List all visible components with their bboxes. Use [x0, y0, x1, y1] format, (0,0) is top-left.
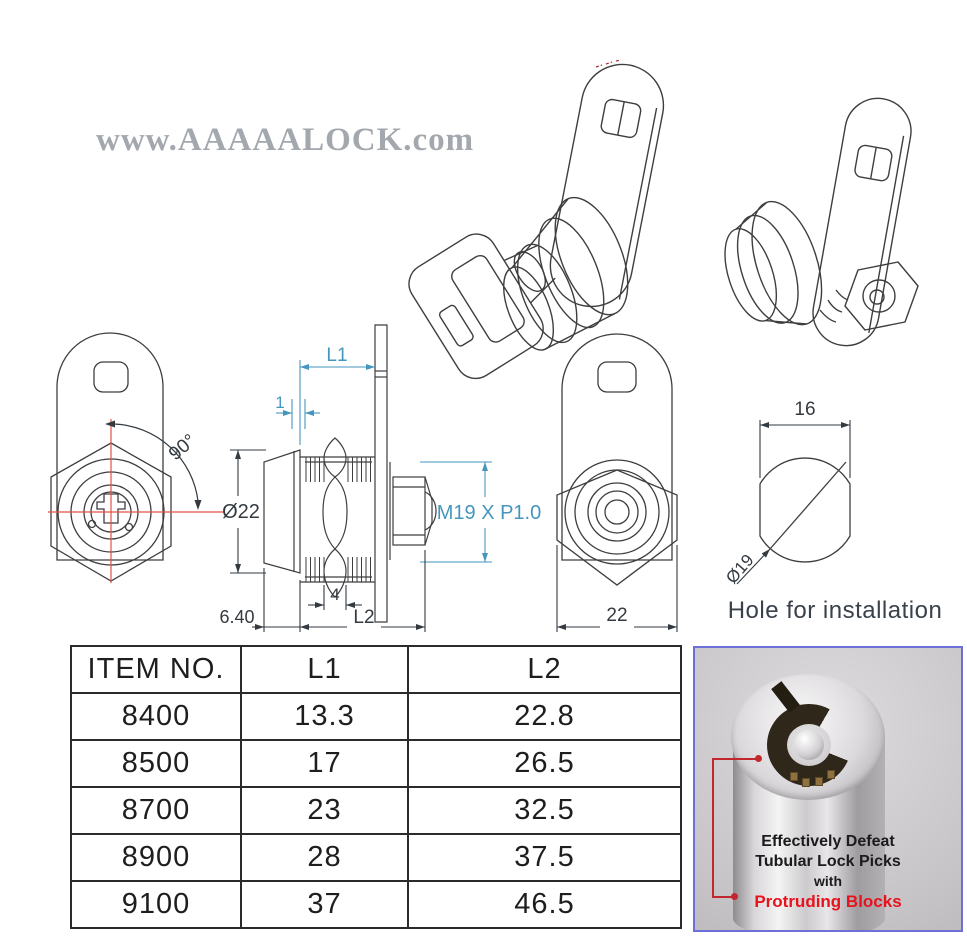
table-header-row	[71, 646, 681, 693]
cell-l2: 32.5	[408, 787, 681, 834]
dim-L2	[300, 550, 425, 632]
keyway-pin	[815, 777, 823, 786]
table-row	[71, 740, 681, 787]
dim-22	[557, 545, 677, 632]
cell-l2: 37.5	[408, 834, 681, 881]
section-view	[264, 325, 436, 622]
caption-line: with	[814, 872, 842, 889]
cell-item: 8400	[71, 693, 241, 740]
red-tick	[596, 60, 621, 67]
keyway-notch-right	[126, 524, 133, 531]
dim-1	[275, 393, 320, 429]
caption-line: Tubular Lock Picks	[755, 853, 901, 871]
mounting-plate	[375, 325, 387, 622]
back-view	[557, 334, 677, 585]
L1-label: L1	[326, 345, 348, 366]
rotation-dimension	[105, 421, 202, 511]
arc-arrow-end	[195, 500, 202, 510]
dia22-label: Ø22	[222, 501, 260, 523]
thread-hatching	[306, 457, 371, 582]
center-pin	[794, 730, 824, 760]
key-head-notch	[438, 304, 474, 347]
cell-l2: 46.5	[408, 881, 681, 928]
dim-640	[219, 568, 300, 632]
iso-body-rear	[710, 193, 835, 343]
table-row	[71, 881, 681, 928]
hex-nut-back	[557, 470, 677, 585]
col-header-l2: L2	[408, 646, 681, 693]
width22-label: 22	[606, 605, 628, 626]
key-head	[401, 227, 550, 386]
cam-outline-back	[562, 334, 672, 560]
cell-l1: 23	[241, 787, 408, 834]
cell-l1: 37	[241, 881, 408, 928]
spec-table	[70, 645, 682, 929]
dim-thread	[420, 462, 541, 562]
thread-label: M19 X P1.0	[436, 502, 542, 524]
cam-hole	[94, 362, 128, 392]
iso-view-rear	[710, 93, 918, 351]
arc-arrow-start	[105, 421, 115, 428]
iso-body	[477, 187, 645, 357]
dim-16	[760, 399, 850, 478]
iso-threads	[820, 290, 848, 322]
keyway-pin	[802, 778, 810, 787]
table-row	[71, 787, 681, 834]
photo-caption	[695, 832, 961, 913]
one-label: 1	[275, 393, 285, 412]
cell-l1: 28	[241, 834, 408, 881]
four-label: 4	[330, 585, 340, 604]
hole-caption: Hole for installation	[727, 597, 943, 624]
annotation-line-top	[712, 758, 758, 760]
cell-item: 9100	[71, 881, 241, 928]
col-header-item: ITEM NO.	[71, 646, 241, 693]
watermark: www.AAAAALOCK.com	[96, 122, 475, 158]
iso-view-key	[401, 57, 670, 386]
cam-hole-back	[598, 362, 636, 392]
cell-l2: 26.5	[408, 740, 681, 787]
sixteen-label: 16	[794, 399, 816, 420]
iso-nut	[845, 262, 918, 330]
table-row	[71, 834, 681, 881]
table-row	[71, 693, 681, 740]
col-header-l1: L1	[241, 646, 408, 693]
product-photo	[693, 646, 963, 932]
iso-cam	[543, 57, 670, 313]
angle-label: 90°	[164, 430, 201, 465]
iso-cam-rear	[808, 93, 916, 351]
dim-dia19	[722, 549, 770, 587]
offset-label: 6.40	[219, 607, 255, 627]
cell-item: 8900	[71, 834, 241, 881]
keyway-pin	[827, 770, 835, 779]
caption-highlight: Protruding Blocks	[754, 891, 902, 911]
caption-line: Effectively Defeat	[761, 833, 895, 850]
annotation-dot-top	[755, 755, 762, 762]
L2-label: L2	[353, 607, 375, 628]
keyway-pin	[790, 772, 798, 781]
cell-item: 8500	[71, 740, 241, 787]
dim-L1	[300, 345, 375, 445]
cell-l1: 17	[241, 740, 408, 787]
install-hole-view	[760, 458, 850, 562]
cell-item: 8700	[71, 787, 241, 834]
dia19-label: Ø19	[722, 550, 758, 588]
cell-l2: 22.8	[408, 693, 681, 740]
dim-dia22	[222, 450, 266, 573]
cell-l1: 13.3	[241, 693, 408, 740]
